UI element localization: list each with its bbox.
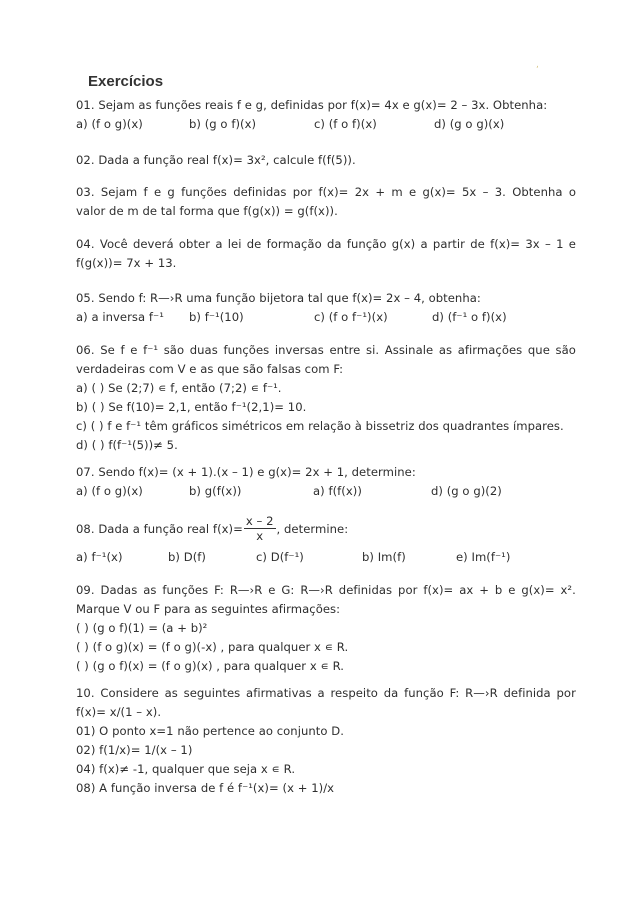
word: f(x)= [318,185,349,199]
word: e [508,583,516,597]
option: b) f⁻¹(10) [189,310,244,324]
word: m [391,185,403,199]
fraction-numerator: x – 2 [245,514,274,528]
word: – [482,185,489,199]
exercise-09-line-2: Marque V ou F para as seguintes afirmações: [76,602,341,616]
statement-08: 08) A função inversa de f é f⁻¹(x)= (x + 1)/x [76,781,335,795]
exercise-09-line-1 [76,581,576,600]
word: de [470,237,485,251]
word: definida [503,686,551,700]
exercise-07-options [76,482,576,501]
word: lei [227,237,242,251]
option: b) Im(f) [362,550,406,564]
word: F: [449,686,460,700]
word: 06. [76,343,95,357]
exercise-10 [76,684,576,798]
word: a [420,237,428,251]
exercise-03 [76,183,576,221]
word: 1 [556,237,564,251]
word: entre [329,343,361,357]
word: e [409,185,417,199]
option: a) (f o g)(x) [76,117,143,131]
exercise-07 [76,463,576,501]
word: f⁻¹ [143,343,159,357]
exercise-02 [76,151,576,170]
word: R—›R [229,583,263,597]
exercise-04-line-1 [76,235,576,254]
statement-text: , determine: [276,522,349,536]
word: que [527,343,550,357]
exercise-06-line-2: verdadeiras com V e as que são falsas com F: [76,362,344,376]
statement-b: b) ( ) Se f(10)= 2,1, então f⁻¹(2,1)= 10. [76,400,307,414]
word: o [568,185,576,199]
word: 3. [494,185,506,199]
word: F: [214,583,224,597]
word: funções [162,583,209,597]
word: f [120,343,125,357]
option: a) (f o g)(x) [76,484,143,498]
word: g [167,185,175,199]
exercise-02-statement: 02. Dada a função real f(x)= 3x², calcule f(f(5)). [76,153,356,167]
exercise-04-line-2: f(g(x))= 7x + 13. [76,256,177,270]
word: x². [560,583,576,597]
word: e [268,583,276,597]
word: Obtenha [512,185,563,199]
word: as [143,583,157,597]
exercise-05-options [76,308,576,327]
word: as [438,343,453,357]
word: 04. [76,237,95,251]
statement-d: d) ( ) f(f⁻¹(5))≠ 5. [76,438,178,452]
word: – [544,237,551,251]
option: b) (g o f)(x) [189,117,257,131]
exercise-08-options [76,548,576,567]
word: respeito [330,686,378,700]
exercise-06-line-1 [76,341,576,360]
exercise-09 [76,581,576,676]
word: g(x)= [521,583,555,597]
option: d) (f⁻¹ o f)(x) [432,310,507,324]
word: são [163,343,185,357]
page-title: Exercícios [88,73,164,90]
word: a [317,686,325,700]
scan-dot: , [536,60,539,70]
statement-01: 01) O ponto x=1 não pertence ao conjunto D. [76,724,344,738]
word: as [164,686,178,700]
statement-a: a) ( ) Se (2;7) ∊ f, então (7;2) ∊ f⁻¹. [76,381,282,395]
exercise-03-line-2: valor de m de tal forma que f(g(x)) = g(f(x)). [76,204,338,218]
word: deverá [132,237,174,251]
word: 10. [76,686,95,700]
word: b [494,583,503,597]
exercise-10-line-1 [76,684,576,703]
exercise-10-line-2: f(x)= x/(1 – x). [76,705,162,719]
word: obter [178,237,211,251]
option: e) Im(f⁻¹) [456,550,511,564]
option: d) (g o g)(2) [431,484,502,498]
exercise-07-statement: 07. Sendo f(x)= (x + 1).(x – 1) e g(x)= 2x + 1, determine: [76,465,416,479]
option: c) (f o f)(x) [314,117,377,131]
option: c) (f o f⁻¹)(x) [314,310,388,324]
word: duas [189,343,218,357]
word: f [143,185,148,199]
word: G: [281,583,295,597]
exercise-05-statement: 05. Sendo f: R—›R uma função bijetora tal que f(x)= 2x – 4, obtenha: [76,291,481,305]
word: da [383,686,399,700]
word: por [292,185,313,199]
word: função [346,237,387,251]
statement-c: c) ( ) f e f⁻¹ têm gráficos simétricos em relação à bissetriz dos quadrantes ímpares. [76,419,564,433]
word: a [215,237,223,251]
word: função [404,686,444,700]
exercise-08-statement [76,514,576,544]
word: Assinale [384,343,434,357]
word: Considere [100,686,159,700]
word: e [153,185,162,199]
statement-02: 02) f(1/x)= 1/(x – 1) [76,743,193,757]
word: 03. [76,185,95,199]
word: 2x [354,185,370,199]
word: 09. [76,583,95,597]
option: a) a inversa f⁻¹ [76,310,164,324]
option: b) D(f) [168,550,206,564]
word: afirmações [457,343,523,357]
word: de [246,237,262,251]
exercise-04 [76,235,576,273]
word: Sejam [100,185,138,199]
word: + [479,583,489,597]
fraction [244,514,276,543]
word: são [555,343,576,357]
exercise-06 [76,341,576,455]
word: R—›R [465,686,498,700]
exercise-03-line-1 [76,183,576,202]
word: definidas [233,185,287,199]
word: partir [432,237,465,251]
word: + [375,185,386,199]
word: da [326,237,342,251]
option: a) f(f(x)) [313,484,362,498]
option: a) f⁻¹(x) [76,550,123,564]
statement-3: ( ) (g o f)(x) = (f o g)(x) , para qualquer x ∊ R. [76,659,345,673]
exercise-01 [76,96,576,134]
word: funções [223,343,270,357]
exercise-05 [76,289,576,327]
option: b) g(f(x)) [189,484,242,498]
word: e [130,343,138,357]
word: Você [99,237,128,251]
word: inversas [274,343,324,357]
word: e [568,237,576,251]
exercise-08 [76,514,576,567]
word: g(x)= [422,185,456,199]
statement-1: ( ) (g o f)(1) = (a + b)² [76,621,208,635]
word: afirmativas [246,686,312,700]
word: g(x) [391,237,416,251]
statement-04: 04) f(x)≠ -1, qualquer que seja x ∊ R. [76,762,296,776]
word: 5x [461,185,477,199]
word: Dadas [100,583,138,597]
exercise-01-statement: 01. Sejam as funções reais f e g, definidas por f(x)= 4x e g(x)= 2 – 3x. Obtenha: [76,98,548,112]
word: ax [459,583,474,597]
word: definidas [338,583,393,597]
fraction-denominator: x [256,529,264,543]
statement-text: 08. Dada a função real f(x)= [76,522,243,536]
option: d) (g o g)(x) [434,117,505,131]
word: si. [366,343,380,357]
word: por [398,583,418,597]
word: formação [266,237,322,251]
statement-2: ( ) (f o g)(x) = (f o g)(-x) , para qualquer x ∊ R. [76,640,349,654]
word: R—›R [300,583,333,597]
word: 3x [525,237,540,251]
word: Se [100,343,115,357]
word: seguintes [183,686,241,700]
option: c) D(f⁻¹) [256,550,304,564]
word: por [556,686,576,700]
word: f(x)= [423,583,454,597]
word: f(x)= [490,237,521,251]
exercise-01-options [76,115,576,134]
word: funções [181,185,227,199]
